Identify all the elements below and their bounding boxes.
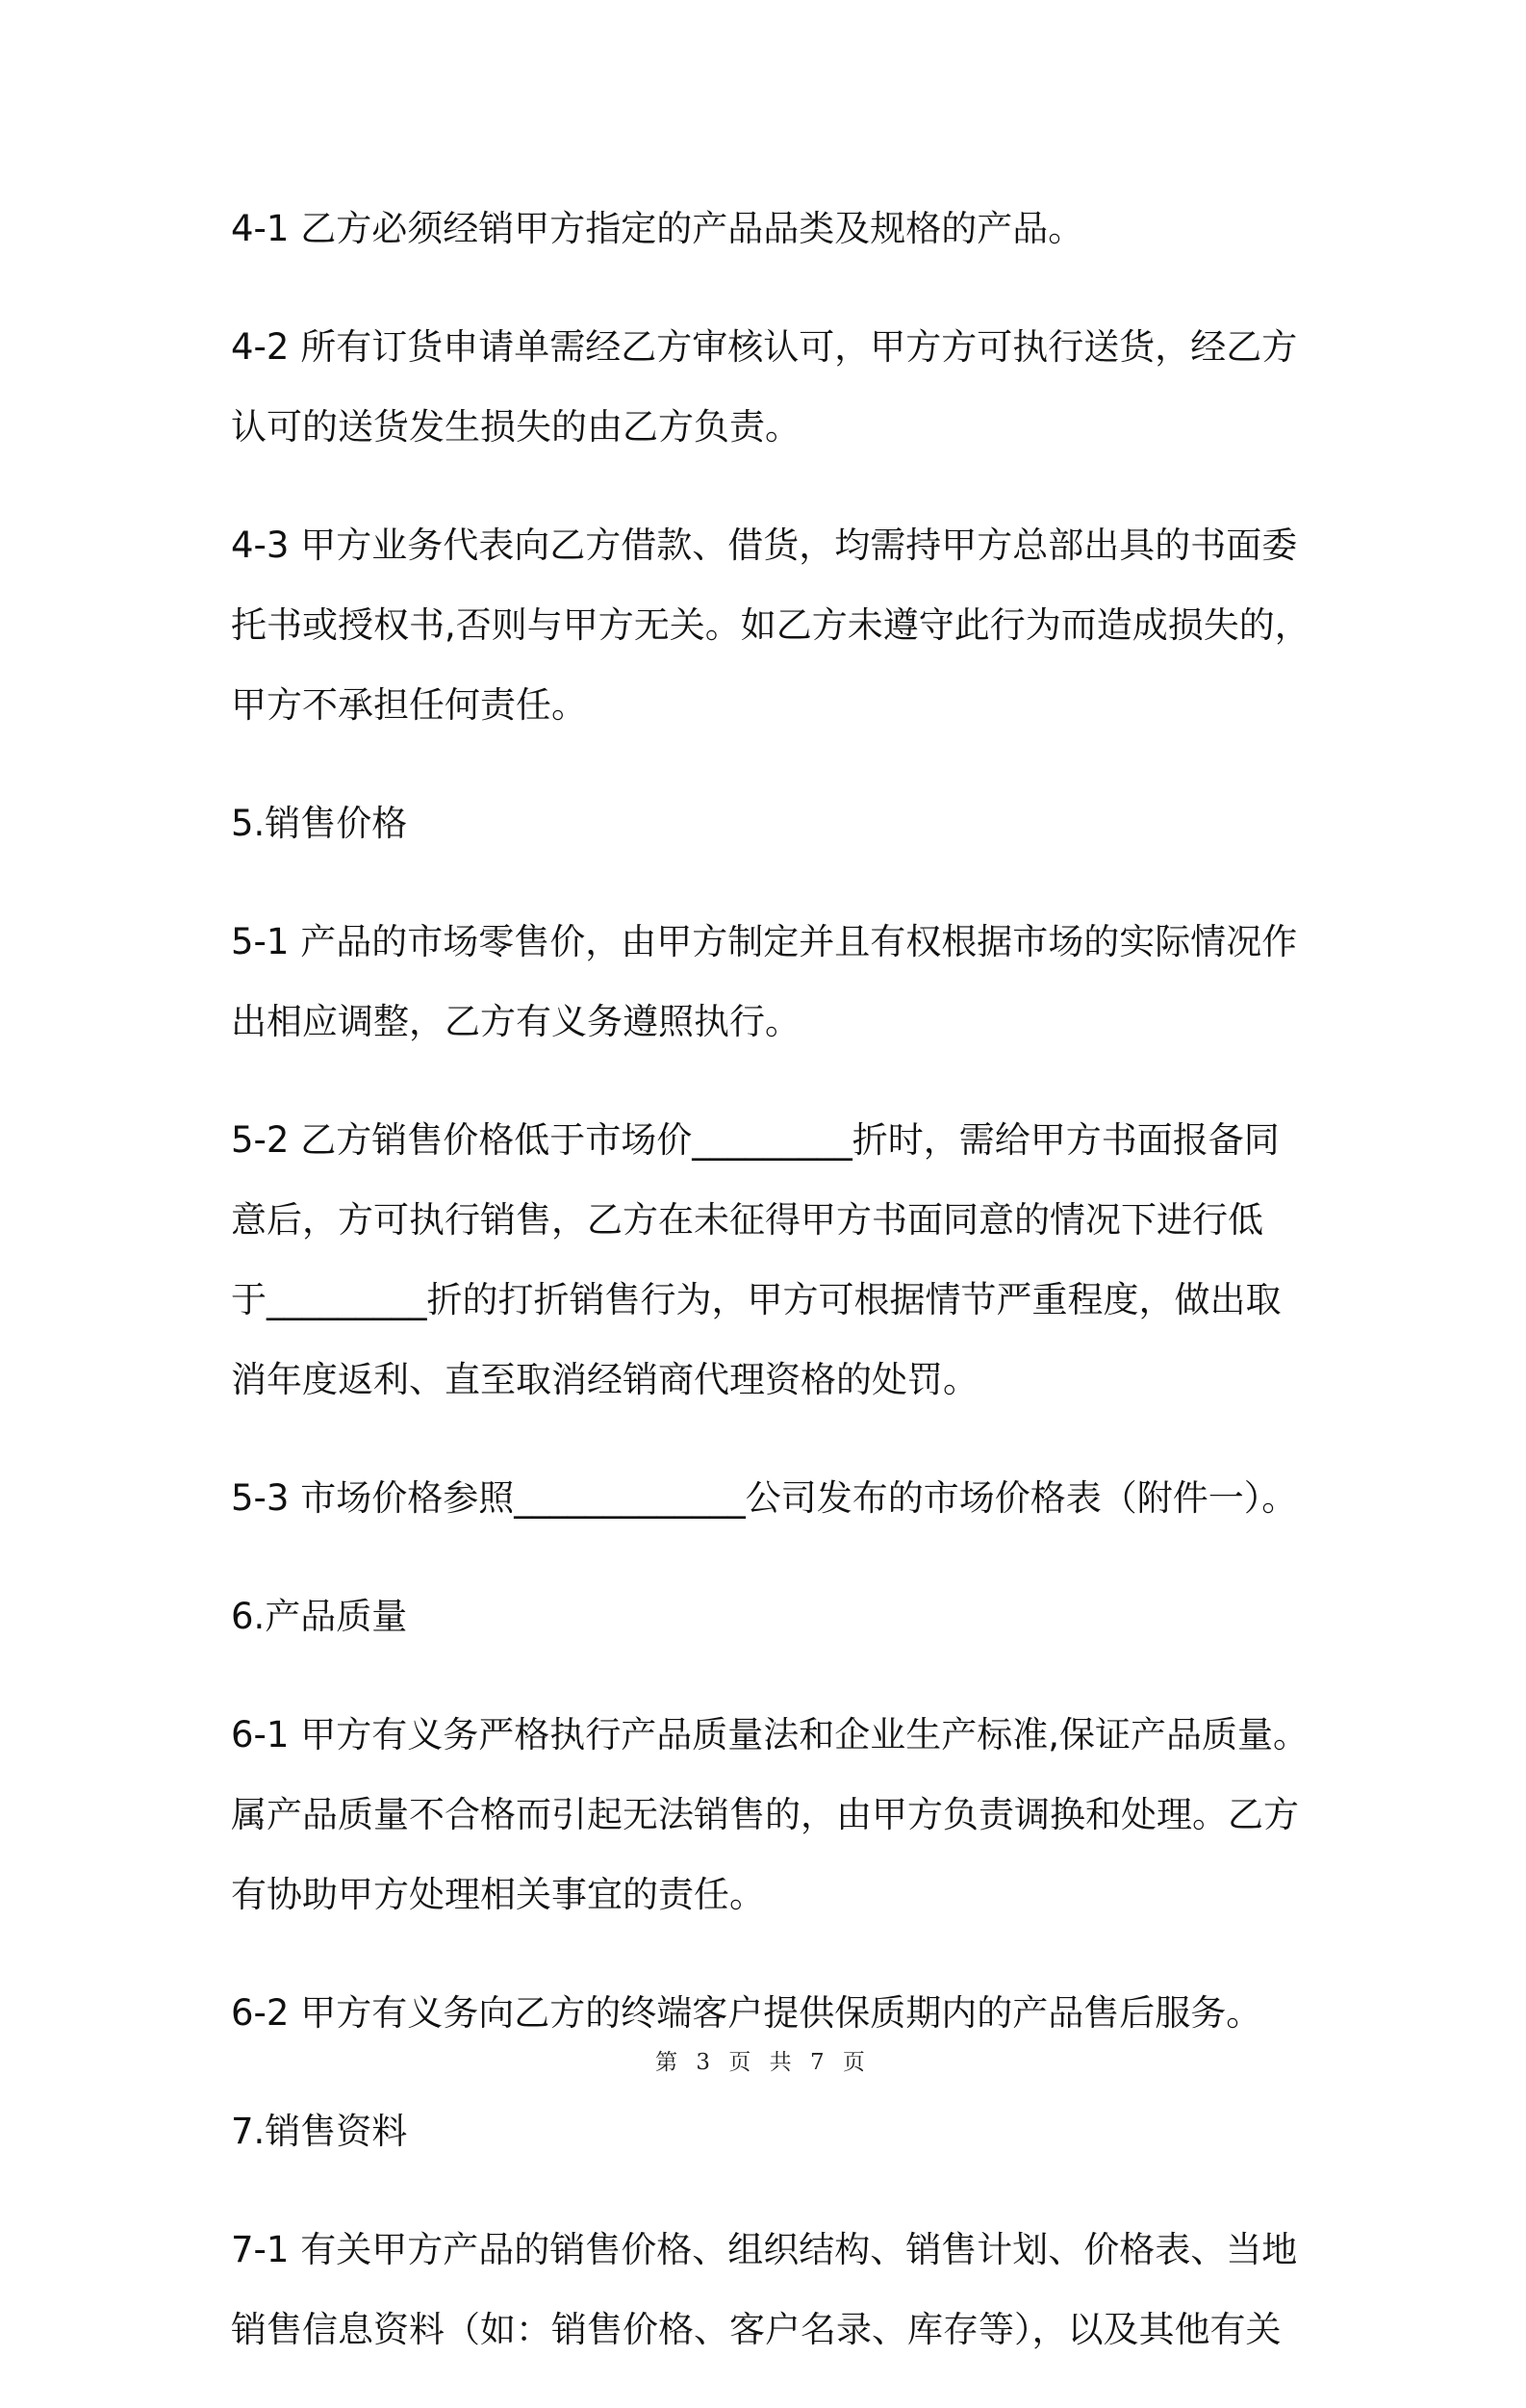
- section-heading-5: [231, 783, 1301, 863]
- heading-text: 5.销售价格: [231, 803, 408, 844]
- text-line: 属产品质量不合格而引起无法销售的，由甲方负责调换和处理。乙方: [231, 1794, 1299, 1835]
- text-line: 出相应调整，乙方有义务遵照执行。: [231, 1001, 801, 1042]
- clause-5-3: [231, 1458, 1301, 1538]
- clause-6-1: [231, 1695, 1309, 1934]
- text-line: 7-1 有关甲方产品的销售价格、组织结构、销售计划、价格表、当地: [231, 2229, 1298, 2270]
- clause-4-1: [231, 189, 1301, 269]
- clause-5-1: [231, 902, 1301, 1062]
- clause-4-2: [231, 307, 1301, 467]
- text-line: 托书或授权书,否则与甲方无关。如乙方未遵守此行为而造成损失的，: [231, 604, 1310, 646]
- clause-7-1: [231, 2210, 1301, 2370]
- heading-text: 6.产品质量: [231, 1596, 408, 1637]
- text-line: 甲方不承担任何责任。: [231, 684, 587, 726]
- text-line: 4-2 所有订货申请单需经乙方审核认可，甲方方可执行送货，经乙方: [231, 326, 1298, 368]
- text-line: 4-1 乙方必须经销甲方指定的产品品类及规格的产品。: [231, 208, 1084, 249]
- clause-4-3: [231, 505, 1310, 745]
- page-number-footer: 第 3 页 共 7 页: [655, 2050, 871, 2075]
- section-heading-6: [231, 1576, 1301, 1656]
- text-line: 认可的送货发生损失的由乙方负责。: [231, 406, 801, 448]
- clause-6-2: [231, 1973, 1301, 2053]
- text-line: 于_________折的打折销售行为，甲方可根据情节严重程度，做出取: [231, 1279, 1282, 1320]
- text-line: 6-1 甲方有义务严格执行产品质量法和企业生产标准,保证产品质量。: [231, 1714, 1309, 1755]
- text-line: 有协助甲方处理相关事宜的责任。: [231, 1874, 765, 1915]
- text-line: 意后，方可执行销售，乙方在未征得甲方书面同意的情况下进行低: [231, 1199, 1263, 1241]
- text-line: 6-2 甲方有义务向乙方的终端客户提供保质期内的产品售后服务。: [231, 1992, 1262, 2034]
- text-line: 4-3 甲方业务代表向乙方借款、借货，均需持甲方总部出具的书面委: [231, 525, 1298, 566]
- text-line: 销售信息资料（如：销售价格、客户名录、库存等），以及其他有关: [231, 2309, 1282, 2350]
- text-line: 5-3 市场价格参照_____________公司发布的市场价格表（附件一）。: [231, 1477, 1298, 1519]
- text-line: 5-1 产品的市场零售价，由甲方制定并且有权根据市场的实际情况作: [231, 921, 1298, 962]
- heading-text: 7.销售资料: [231, 2111, 408, 2152]
- text-line: 5-2 乙方销售价格低于市场价_________折时，需给甲方书面报备同: [231, 1119, 1280, 1161]
- text-line: 消年度返利、直至取消经销商代理资格的处罚。: [231, 1359, 979, 1400]
- clause-5-2: [231, 1100, 1301, 1420]
